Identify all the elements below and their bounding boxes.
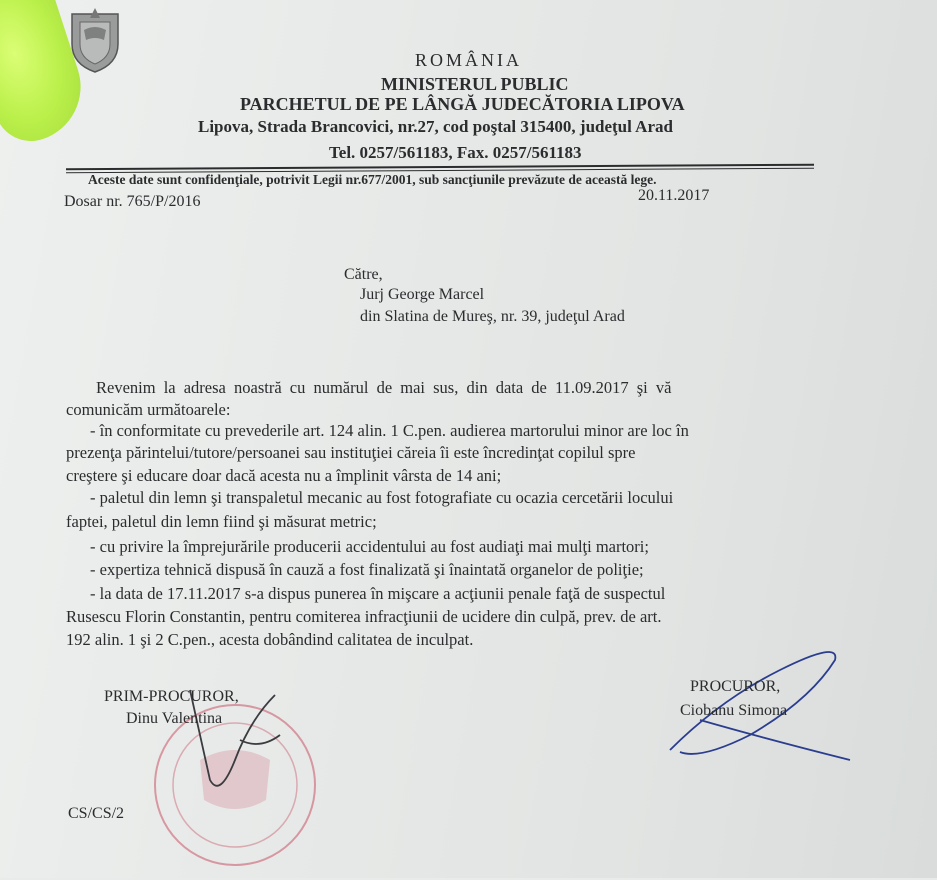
- body-line: - expertiza tehnică dispusă în cauză a fost finalizată şi înaintată organelor de poliţie;: [90, 560, 644, 579]
- body-line: creştere şi educare doar dacă acesta nu a împlinit vârsta de 14 ani;: [66, 466, 502, 485]
- header-ministry: MINISTERUL PUBLIC: [381, 74, 569, 94]
- body-line: 192 alin. 1 şi 2 C.pen., acesta dobândind calitatea de inculpat.: [66, 630, 474, 649]
- signature-left-title: PRIM-PROCUROR,: [104, 688, 239, 705]
- body-line: - la data de 17.11.2017 s-a dispus punerea în mişcare a acţiunii penale faţă de suspectul: [90, 584, 666, 603]
- body-line: faptei, paletul din lemn fiind şi măsurat metric;: [66, 512, 377, 531]
- recipient-to: Către,: [344, 266, 383, 283]
- body-line: prezenţa părintelui/tutore/persoanei sau instituţiei căreia îi este încredinţat copilul spre: [66, 443, 636, 462]
- recipient-address: din Slatina de Mureş, nr. 39, judeţul Arad: [360, 308, 625, 325]
- reference-code: CS/CS/2: [68, 805, 125, 822]
- file-number: Dosar nr. 765/P/2016: [64, 193, 201, 210]
- body-line: Rusescu Florin Constantin, pentru comiterea infracţiunii de ucidere din culpă, prev. de art.: [66, 607, 662, 626]
- body-line: - cu privire la împrejurările producerii accidentului au fost audiaţi mai mulţi martori;: [90, 537, 649, 556]
- body-line: - paletul din lemn şi transpaletul mecanic au fost fotografiate cu ocazia cercetării locului: [90, 488, 674, 507]
- signature-left-name: Dinu Valentina: [126, 710, 223, 727]
- body-line: comunicăm următoarele:: [66, 400, 231, 419]
- confidentiality-note: Aceste date sunt confidenţiale, potrivit Legii nr.677/2001, sub sancţiunile prevăzute de această lege.: [88, 172, 657, 187]
- signature-right-name: Ciobanu Simona: [680, 702, 788, 719]
- header-address: Lipova, Strada Brancovici, nr.27, cod poştal 315400, judeţul Arad: [198, 117, 673, 136]
- body-line: Revenim la adresa noastră cu numărul de mai sus, din data de 11.09.2017 şi vă: [96, 378, 672, 397]
- header-contact: Tel. 0257/561183, Fax. 0257/561183: [329, 143, 582, 162]
- coat-of-arms-icon: [64, 4, 126, 74]
- signature-right-title: PROCUROR,: [690, 678, 781, 695]
- header-office: PARCHETUL DE PE LÂNGĂ JUDECĂTORIA LIPOVA: [240, 94, 685, 114]
- header-country: ROMÂNIA: [415, 50, 523, 70]
- document-date: 20.11.2017: [638, 187, 710, 204]
- recipient-name: Jurj George Marcel: [360, 286, 485, 303]
- body-line: - în conformitate cu prevederile art. 124 alin. 1 C.pen. audierea martorului minor are loc în: [90, 421, 689, 440]
